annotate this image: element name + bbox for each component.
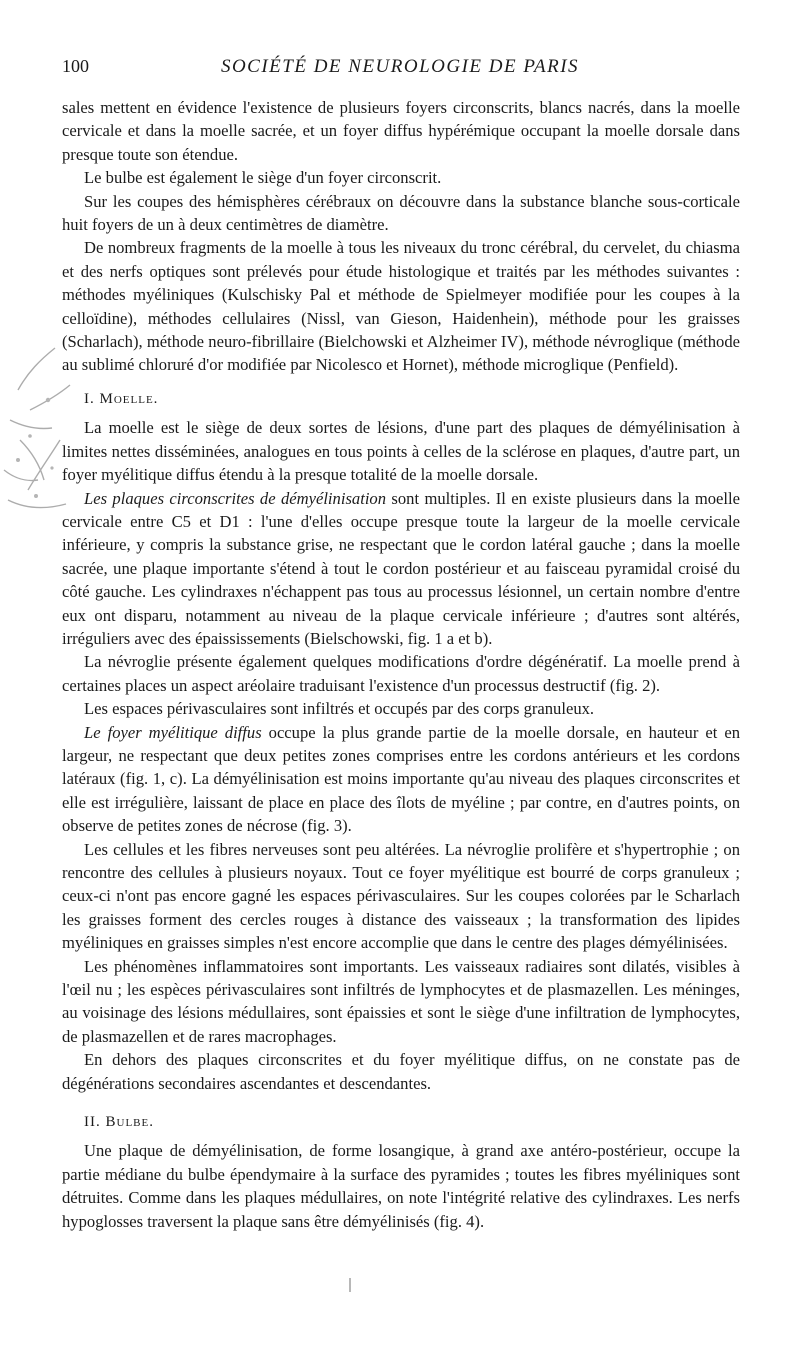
- paragraph: [62, 487, 740, 651]
- page-number: 100: [62, 56, 89, 76]
- paragraph: Le bulbe est également le siège d'un foyer circonscrit.: [84, 168, 442, 188]
- section-heading-bulbe: [84, 1111, 740, 1134]
- italic-lead: Les plaques circonscrites de démyélinisation: [84, 488, 387, 508]
- page-header: [62, 56, 738, 86]
- section-numeral: I.: [84, 390, 95, 407]
- paragraph: En dehors des plaques circonscrites et du foyer myélitique diffus, on ne constate pas de dégénérations secondaires ascendantes et descendantes.: [62, 1050, 740, 1093]
- paragraph: La névroglie présente également quelques modifications d'ordre dégénératif. La moelle prend à certaines places un aspect aréolaire traduisant l'existence d'un processus destructif (fig. 2).: [62, 652, 740, 695]
- print-mark: [349, 1278, 351, 1292]
- section-title: Moelle.: [99, 390, 159, 407]
- paragraph: Sur les coupes des hémisphères cérébraux on découvre dans la substance blanche sous-corticale huit foyers de un à deux centimètres de diamètre.: [62, 191, 740, 235]
- paragraph: Les cellules et les fibres nerveuses sont peu altérées. La névroglie prolifère et s'hypertrophie ; on rencontre des cellules à plusieurs noyaux. Tout ce foyer myélitique est bourré de corps granuleux ; ceux-ci n'ont pas encore gagné les espaces périvasculaires. Sur les coupes colorées par le Scharlach les graisses forment des cercles rouges à distance des vaisseaux ; la transformation des lipides myéliniques en graisses simples n'est encore accomplie que dans le centre des plages démyélinisées.: [62, 839, 740, 953]
- section-heading-moelle: [84, 388, 740, 411]
- paragraph: La moelle est le siège de deux sortes de lésions, d'une part des plaques de démyélinisation à limites nettes disséminées, analogues en tous points à celles de la sclérose en plaques, d'autre part, un foyer myélitique diffus étendu à la presque totalité de la moelle dorsale.: [62, 418, 740, 485]
- paragraph-text: occupe la plus grande partie de la moelle dorsale, en hauteur et en largeur, ne respectant que deux petites zones comprises entre les cordons antérieurs et les cordons latéraux (fig. 1, c). La démyélinisation est moins importante qu'au niveau des plaques circonscrites et elle est irrégulière, laissant de place en place des îlots de myéline ; par contre, en d'autres points, on observe de petites zones de nécrose (fig. 3).: [62, 722, 740, 836]
- article-body: [62, 96, 740, 1233]
- section-numeral: II.: [84, 1114, 101, 1131]
- paragraph: Les espaces périvasculaires sont infiltrés et occupés par des corps granuleux.: [84, 699, 595, 719]
- paragraph: De nombreux fragments de la moelle à tous les niveaux du tronc cérébral, du cervelet, du chiasma et des nerfs optiques sont prélevés pour étude histologique et traités par les méthodes suivantes : méthodes myéliniques (Kulschisky Pal et méthode de Spielmeyer modifiée pour les coupes à la celloïdine), méthodes cellulaires (Nissl, van Gieson, Haidenhein), méthode pour les graisses (Scharlach), méthode neuro-fibrillaire (Bielchowski et Alzheimer IV), méthode névroglique (méthode au sublimé chloruré d'or modifiée par Nicolesco et Hornet), méthode microglique (Penfield).: [62, 238, 740, 375]
- paragraph-text: sont multiples. Il en existe plusieurs dans la moelle cervicale entre C5 et D1 : l'une d'elles occupe presque toute la largeur de la moelle cervicale inférieure, y compris la substance grise, ne respectant que le cordon latéral gauche ; dans la moelle sacrée, une plaque importante s'étend à tout le cordon postérieur et au faisceau pyramidal croisé du côté gauche. Les cylindraxes n'échappent pas tous au processus lésionnel, un certain nombre d'entre eux ont disparu, notamment au niveau de la plaque cervicale inférieure ; d'autres sont altérés, irréguliers avec des épaississements (Bielschowski, fig. 1 a et b).: [62, 488, 740, 648]
- paragraph: sales mettent en évidence l'existence de plusieurs foyers circonscrits, blancs nacrés, dans la moelle cervicale et dans la moelle sacrée, et un foyer diffus hypérémique occupant la moelle dorsale dans presque toute son étendue.: [62, 98, 740, 164]
- running-title: SOCIÉTÉ DE NEUROLOGIE DE PARIS: [220, 56, 580, 77]
- section-title: Bulbe.: [105, 1114, 154, 1131]
- paragraph: Les phénomènes inflammatoires sont importants. Les vaisseaux radiaires sont dilatés, visibles à l'œil nu ; les espèces périvasculaires sont infiltrés de lymphocytes et de plasmazellen. Les méninges, au voisinage des lésions médullaires, sont épaissies et sont le siège d'une infiltration de lymphocytes, de plasmazellen et de rares macrophages.: [62, 956, 740, 1046]
- paragraph: [62, 721, 740, 838]
- paragraph: Une plaque de démyélinisation, de forme losangique, à grand axe antéro-postérieur, occupe la partie médiane du bulbe épendymaire à la surface des pyramides ; toutes les fibres myéliniques sont détruites. Comme dans les plaques médullaires, on note l'intégrité relative des cylindraxes. Les nerfs hypoglosses traversent la plaque sans être démyélinisés (fig. 4).: [62, 1141, 740, 1231]
- italic-lead: Le foyer myélitique diffus: [84, 722, 262, 742]
